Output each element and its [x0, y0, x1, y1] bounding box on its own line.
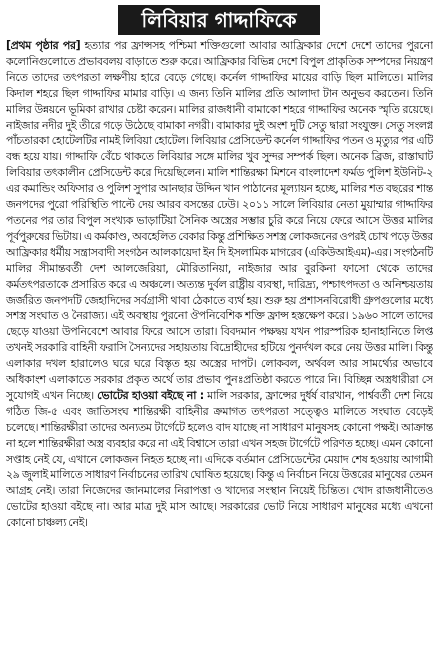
article-paragraph-1: হত্যার পর ফ্রান্সসহ পশ্চিমা শক্তিগুলো আবার আফ্রিকার দেশে দেশে তাদের পুরনো কলোনিগুলোতে প্রভাববলয় বাড়াতে শুরু করে। আফ্রিকার বিভিন্ন দেশে বিপুল প্রাকৃতিক সম্পদের নিয়ন্ত্রণ নিতে তাদের তৎপরতা লক্ষণীয় হারে বেড়ে গেছে। কর্নেল গাদ্দাফির মায়ের বাড়ি ছিল মালিতে। মালির কিদাল শহরে ছিল গাদ্দাফির মামার বাড়ি। এ জন্য তিনি মালির প্রতি আলাদা টান অনুভব করতেন। তিনি মালির উন্নয়নে ভূমিকা রাখার চেষ্টা করেন। মালির রাজধানী বামাকো শহরে গাদ্দাফির অনেক স্মৃতি রয়েছে। নাইজার নদীর দুই তীরে গড়ে উঠেছে বামাকা নগরী। বামাকার দুই অংশ দুটি সেতু দ্বারা সংযুক্ত। সেতু সংলগ্ন পাঁচতারকা হোটেলটির নামই লিবিয়া হোটেল। লিবিয়ার প্রেসিডেন্ট কর্নেল গাদ্দাফির পতন ও মৃত্যুর পর এটি বন্ধ হয়ে যায়। গাদ্দাফি বেঁচে থাকতে লিবিয়ার সঙ্গে মালির খুব সুন্দর সম্পর্ক ছিল। অনেক ব্রিজ, রাস্তাঘাট লিবিয়ার তৎকালীন প্রেসিডেন্ট করে দিয়েছিলেন। মালি শান্তিরক্ষা মিশনে বাংলাদেশ ফর্মড পুলিশ ইউনিট-২ এর কমান্ডিং অফিসার ও পুলিশ সুপার আনছার উদ্দিন খান পাঠানের মূল্যায়ন হচ্ছে, মালির শত বছরের শান্ত জনপদের পুরো পরিস্থিতি পাল্টে দেয় আরব বসন্তের ঢেউ। ২০১১ সালে লিবিয়ার নেতা মুয়াম্মার গাদ্দাফির পতনের পর তার বিপুল সংখ্যক ভাড়াটিয়া সৈনিক অস্ত্রের সম্ভার চুরি করে নিয়ে ফেরে আসে উত্তর মালির পূর্বপুরুষের ভিটায়। এ কর্মকাণ্ড, অবহেলিত বেকার কিন্তু প্রশিক্ষিত সশস্ত্র লোকজনের ওপরই চোখ পড়ে উত্তর আফ্রিকার ধর্মীয় সন্ত্রাসবাদী সংগঠন আলকায়েদা ইন দি ইসলামিক মাগরেব (একিউআইএম)-এর। সংগঠনটি মালির সীমান্তবর্তী দেশ আলজেরিয়া, মৌরিতানিয়া, নাইজার আর বুরকিনা ফাসো থেকে তাদের কর্মতৎপরতাকে প্রসারিত করে এ অঞ্চলে। অত্যন্ত দুর্বল রাষ্ট্রীয় ব্যবস্থা, দারিদ্র্য, পশ্চাৎপদতা ও অনিশ্চয়তায় জর্জরিত জনপদটি জেহাদিদের সর্বগ্রাসী থাবা ঠেকাতে ব্যর্থ হয়। শুরু হয় প্রশাসনবিরোধী গ্রুপগুলোর মধ্যে সশস্ত্র সংঘাত ও নৈরাজ্য। এই অবস্থায় পুরনো ঔপনিবেশিক শক্তি ফ্রান্স হস্তক্ষেপ করে। ১৯৬০ সালে তাদের ছেড়ে যাওয়া উপনিবেশে আবার ফিরে আসে তারা। বিবদমান পক্ষদ্বয় যখন পারস্পরিক হানাহানিতে লিপ্ত তখনই সরকারি বাহিনী ফরাসি সৈন্যদের সহায়তায় বিদ্রোহীদের হটিয়ে পুনর্দখল করে নেয় উত্তর মালি। কিন্তু এলাকার দখল হারালেও ঘরে ঘরে বিস্তৃত হয় অস্ত্রের দাপট। লোকবল, অর্থবল আর সামর্থ্যের অভাবে অধিকাংশ এলাকাতে সরকার প্রকৃত অর্থে তার প্রভাব পুনঃপ্রতিষ্ঠা করতে পারে নি। বিচ্ছিন্ন অস্ত্রধারীরা সে সুযোগই এখন নিচ্ছে। [6, 39, 433, 402]
article-paragraph-2: মালি সরকার, ফ্রান্সের দুর্ধর্ষ বারখান, পার্শ্ববর্তী দেশ নিয়ে গঠিত জি-৫ এবং জাতিসংঘ শান্তিরক্ষী বাহিনীর ক্রমাগত তৎপরতা সত্ত্বেও মালিতে সংঘাত বেড়েই চলেছে। শান্তিরক্ষীরা তাদের অন্যতম টার্গেটে হলেও বাদ যাচ্ছে না সাধারণ মানুষসহ কোনো পক্ষই। আক্রান্ত না হলে শান্তিরক্ষীরা অস্ত্র ব্যবহার করে না এই বিশ্বাসে তারা এখন সহজ টার্গেটে পরিণত হচ্ছে। এমন কোনো সপ্তাহ নেই যে, এখানে লোকজন নিহত হচ্ছে না। এদিকে বর্তমান প্রেসিডেন্টের মেয়াদ শেষ হওয়ায় আগামী ২৯ জুলাই মালিতে সাধারণ নির্বাচনের তারিখ ঘোষিত হয়েছে। কিন্তু এ নির্বাচন নিয়ে উত্তরের মানুষের তেমন আগ্রহ নেই। তারা নিজেদের জানমালের নিরাপত্তা ও খাদ্যের সংস্থান নিয়েই চিন্তিত। খোদ রাজধানীতেও ভোটের হাওয়া বইছে না। আর মাত্র দুই মাস আছে। সরকারের ভোট নিয়ে সাধারণ মানুষের মধ্যে এখনো কোনো চাঞ্চল্য নেই। [6, 388, 433, 530]
article-body [6, 38, 433, 658]
headline-banner [0, 0, 438, 38]
subheading-voting: ভোটের হাওয়া বইছে না : [97, 388, 204, 402]
headline: লিবিয়ার গাদ্দাফিকে [118, 5, 321, 35]
continued-label: [প্রথম পৃষ্ঠার পর] [6, 39, 81, 52]
